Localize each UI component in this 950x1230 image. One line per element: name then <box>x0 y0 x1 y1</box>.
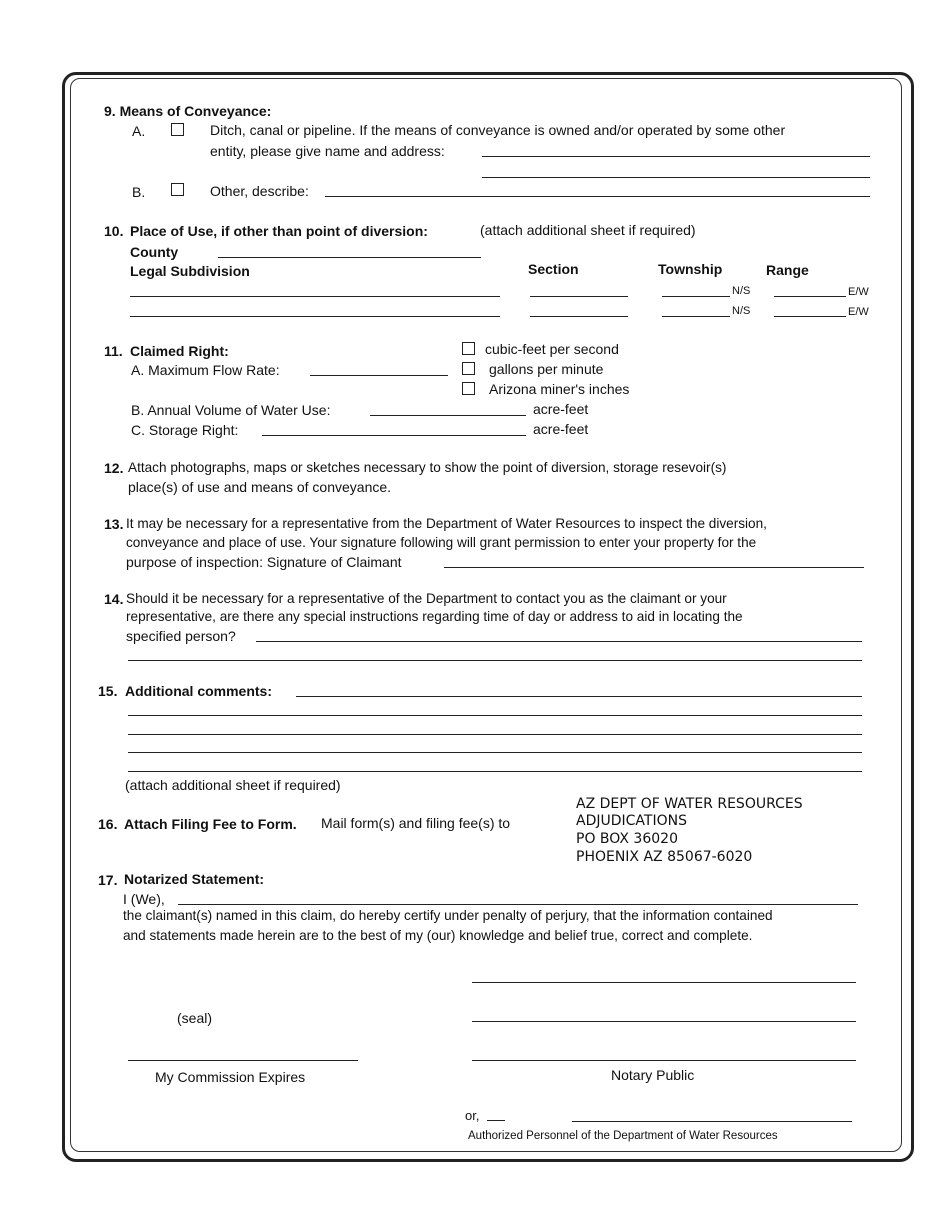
address-line-2: ADJUDICATIONS <box>576 813 687 829</box>
other-describe-field[interactable] <box>325 196 870 197</box>
section-16-text: Mail form(s) and filing fee(s) to <box>321 815 511 831</box>
legal-subdivision-field-2[interactable] <box>130 316 500 317</box>
conveyance-owner-field-2[interactable] <box>482 177 870 178</box>
section-13-num: 13. <box>104 516 124 532</box>
acre-feet-label-2: acre-feet <box>533 421 589 437</box>
section-14-text-2: representative, are there any special instructions regarding time of day or address to aid in locating the <box>126 609 743 624</box>
section-9a-text: Ditch, canal or pipeline. If the means of conveyance is owned and/or operated by some other <box>210 122 786 138</box>
range-label: Range <box>766 262 809 278</box>
address-line-4: PHOENIX AZ 85067-6020 <box>576 849 753 865</box>
section-17-text: the claimant(s) named in this claim, do hereby certify under penalty of perjury, that the information contained <box>123 908 773 923</box>
section-9-title: 9. Means of Conveyance: <box>104 103 272 119</box>
ns-label-1: N/S <box>732 285 751 297</box>
section-15-title: Additional comments: <box>125 683 273 699</box>
section-15-note: (attach additional sheet if required) <box>125 777 341 793</box>
range-field-2[interactable] <box>774 316 846 317</box>
address-line-3: PO BOX 36020 <box>576 831 678 847</box>
section-10-title: Place of Use, if other than point of diversion: <box>130 223 428 239</box>
seal-label: (seal) <box>177 1010 213 1026</box>
claimant-names-field[interactable] <box>178 904 858 905</box>
township-label: Township <box>658 261 723 277</box>
acre-feet-label-1: acre-feet <box>533 401 589 417</box>
authorized-personnel-field[interactable] <box>572 1121 852 1122</box>
conveyance-owner-field[interactable] <box>482 156 870 157</box>
section-10-num: 10. <box>104 223 124 239</box>
address-line-1: AZ DEPT OF WATER RESOURCES <box>576 796 803 812</box>
storage-right-field[interactable] <box>262 435 526 436</box>
section-17-num: 17. <box>98 872 118 888</box>
ew-label-1: E/W <box>848 286 869 298</box>
section-12-text-2: place(s) of use and means of conveyance. <box>128 479 392 495</box>
section-13-text-3: purpose of inspection: Signature of Claimant <box>126 554 402 570</box>
commission-expires-label: My Commission Expires <box>155 1069 306 1085</box>
claimant-signature-field[interactable] <box>444 567 864 568</box>
section-10-note: (attach additional sheet if required) <box>480 222 696 238</box>
other-conveyance-checkbox[interactable] <box>171 183 184 196</box>
cfs-checkbox[interactable] <box>462 342 475 355</box>
miners-inches-checkbox[interactable] <box>462 382 475 395</box>
annual-volume-field[interactable] <box>370 415 526 416</box>
section-field-2[interactable] <box>530 316 628 317</box>
section-9a-letter: A. <box>132 123 146 139</box>
section-11-num: 11. <box>104 343 123 359</box>
ditch-canal-checkbox[interactable] <box>171 123 184 136</box>
authorized-personnel-label: Authorized Personnel of the Department of Water Resources <box>468 1130 778 1142</box>
notary-signature-line-2[interactable] <box>472 1021 856 1022</box>
section-9a-text-2: entity, please give name and address: <box>210 143 445 159</box>
comments-field-1[interactable] <box>296 696 862 697</box>
section-15-num: 15. <box>98 683 118 699</box>
section-14-text-3: specified person? <box>126 628 236 644</box>
commission-expires-field[interactable] <box>128 1060 358 1061</box>
notary-public-label: Notary Public <box>611 1067 695 1083</box>
special-instructions-field-2[interactable] <box>128 660 862 661</box>
section-16-num: 16. <box>98 816 118 832</box>
special-instructions-field[interactable] <box>256 641 862 642</box>
section-9b-text: Other, describe: <box>210 183 309 199</box>
legal-subdivision-label: Legal Subdivision <box>130 263 250 279</box>
section-16-title: Attach Filing Fee to Form. <box>124 816 297 832</box>
section-11-title: Claimed Right: <box>130 343 229 359</box>
ew-label-2: E/W <box>848 306 869 318</box>
county-label: County <box>130 244 179 260</box>
comments-field-4[interactable] <box>128 752 862 753</box>
section-9b-letter: B. <box>132 184 146 200</box>
miners-inches-label: Arizona miner's inches <box>489 381 630 397</box>
notary-public-field[interactable] <box>472 1060 856 1061</box>
comments-field-5[interactable] <box>128 771 862 772</box>
gpm-label: gallons per minute <box>489 361 604 377</box>
section-field-1[interactable] <box>530 296 628 297</box>
section-14-text: Should it be necessary for a representative of the Department to contact you as the claimant or your <box>126 591 727 606</box>
max-flow-rate-field[interactable] <box>310 375 448 376</box>
max-flow-rate-label: A. Maximum Flow Rate: <box>131 362 280 378</box>
section-label: Section <box>528 261 579 277</box>
section-14-num: 14. <box>104 591 124 607</box>
section-13-text: It may be necessary for a representative from the Department of Water Resources to inspect the diversion, <box>126 516 767 531</box>
legal-subdivision-field-1[interactable] <box>130 296 500 297</box>
section-17-title: Notarized Statement: <box>124 871 265 887</box>
claimant-we-label: I (We), <box>123 891 165 907</box>
section-12-num: 12. <box>104 460 124 476</box>
range-field-1[interactable] <box>774 296 846 297</box>
section-12-text: Attach photographs, maps or sketches necessary to show the point of diversion, storage resevoir(s) <box>128 460 727 475</box>
storage-right-label: C. Storage Right: <box>131 422 239 438</box>
county-field[interactable] <box>218 257 481 258</box>
comments-field-2[interactable] <box>128 715 862 716</box>
gpm-checkbox[interactable] <box>462 362 475 375</box>
section-13-text-2: conveyance and place of use. Your signature following will grant permission to enter your property for the <box>126 535 757 550</box>
notary-signature-line-1[interactable] <box>472 982 856 983</box>
township-field-1[interactable] <box>662 296 730 297</box>
or-label: or, <box>465 1108 480 1123</box>
township-field-2[interactable] <box>662 316 730 317</box>
section-17-text-2: and statements made herein are to the best of my (our) knowledge and belief true, correct and complete. <box>123 928 753 943</box>
or-short-line <box>487 1120 505 1121</box>
cfs-label: cubic-feet per second <box>485 341 619 357</box>
comments-field-3[interactable] <box>128 734 862 735</box>
annual-volume-label: B. Annual Volume of Water Use: <box>131 402 331 418</box>
ns-label-2: N/S <box>732 305 751 317</box>
